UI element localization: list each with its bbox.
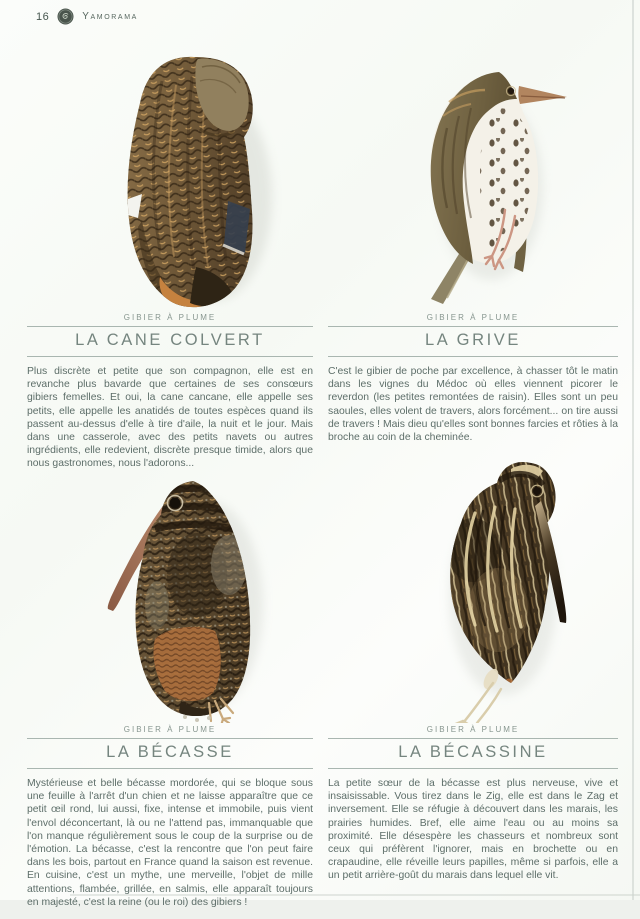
category-label: GIBIER À PLUME — [123, 725, 217, 734]
scan-edge-right — [632, 0, 634, 900]
category-label: GIBIER À PLUME — [426, 725, 520, 734]
badge-swirl-icon — [57, 8, 74, 25]
section-cane-colvert — [27, 30, 313, 481]
specimen-figure — [27, 440, 313, 725]
thrush-photo — [391, 58, 581, 308]
body-text: La petite sœur de la bécasse est plus nerveuse, vive et insaisissable. Vous tirez dans le Zig, elle est dans le Zag et inversement. Elle se réfugie à découvert dans les marais, les prairies humides. Bref, elle aime l'eau ou au moins sa proximité. Elle désespère les chasseurs et nombreux sont ceux qui préfèrent l'ignorer, mais en brochette ou en crapaudine, elle réveille leurs papilles, même si parfois, elle a un petit arrière-goût du marais dans lequel elle vit. — [328, 778, 618, 882]
body-text: Mystérieuse et belle bécasse mordorée, qui se bloque sous une feuille à l'arrêt d'un chien et ne laisse apparaître que ce petit œil rond, lui aussi, fixe, intense et immobile, puis vient l'envol déconcertant, là ou ne l'attend pas, immanquable que l'on manque régulièrement sous le coup de la surprise ou de l'émotion. La bécasse, c'est la rencontre que l'on peut faire dans les bois, partout en France quand la saison est revenue. En cuisine, c'est un mythe, une merveille, l'objet de mille attentions, flambée, grillée, en salmis, elle apparaît toujours en majesté, c'est la reine (ou le roi) des gibiers ! — [27, 778, 313, 908]
section-grive — [328, 30, 618, 455]
section-title: LA GRIVE — [424, 331, 521, 349]
section-title: LA CANE COLVERT — [75, 331, 265, 349]
page-number: 16 — [36, 10, 50, 23]
title-rule-bottom — [328, 356, 618, 357]
category-label: GIBIER À PLUME — [426, 313, 520, 322]
page-header — [36, 8, 138, 25]
title-rule-bottom — [328, 768, 618, 769]
specimen-figure — [328, 30, 618, 313]
title-rule-bottom — [27, 356, 313, 357]
specimen-figure — [328, 440, 618, 725]
section-becassine — [328, 440, 618, 893]
section-title: LA BÉCASSE — [106, 743, 234, 761]
woodcock-photo — [97, 455, 287, 723]
section-becasse — [27, 440, 313, 919]
body-text: Plus discrète et petite que son compagnon, elle est en revanche plus bavarde que certaines de ses consœurs gibiers femelles. Et oui, la cane cancane, elle appelle ses petits, elle appelle les anatidés de toutes espèces quand ils passent au-dessus d'elle à tire d'aile, la nuit et le jour. Mais dans une casserole, avec des petits navets ou autres ingrédients, elle redevient, discrète presque timide, alors que nous gastronomes, nous l'adorons... — [27, 366, 313, 470]
title-rule-bottom — [27, 768, 313, 769]
category-label: GIBIER À PLUME — [123, 313, 217, 322]
snipe-photo — [403, 455, 603, 723]
brand-name: Yamorama — [82, 11, 138, 22]
section-title: LA BÉCASSINE — [398, 743, 548, 761]
body-text: C'est le gibier de poche par excellence, à chasser tôt le matin dans les vignes du Médoc où elles viennent picorer le reverdon (les petites remontées de raisin). Elles sont un peu saoules, elles volent de travers, alors forcément... on tire aussi de travers ! Mais dieu qu'elles sont bonnes farcies et rôties à la broche au coin de la cheminée. — [328, 366, 618, 444]
specimen-figure — [27, 30, 313, 313]
mallard-hen-photo — [102, 51, 282, 311]
